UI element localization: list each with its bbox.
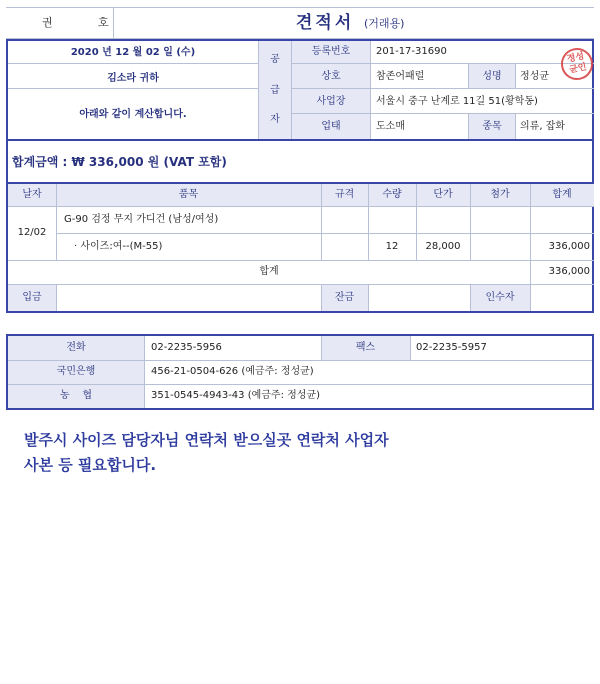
bank1-account: 456-21-0504-626 (예금주: 정성균) bbox=[151, 366, 314, 377]
number-label: 호 bbox=[98, 16, 109, 29]
document-title: 견적서 bbox=[296, 13, 355, 33]
item-label: 종목 bbox=[482, 121, 502, 132]
business-type: 도소매 bbox=[376, 121, 405, 132]
seal-text: 정성균인 bbox=[566, 51, 588, 76]
col-date: 날자 bbox=[22, 189, 42, 200]
company-name: 참존어패럴 bbox=[376, 71, 425, 82]
contact-box bbox=[6, 334, 594, 410]
fax-label: 팩스 bbox=[355, 342, 376, 353]
item-unit-price: 28,000 bbox=[425, 241, 461, 252]
business-type-label: 업태 bbox=[321, 121, 341, 132]
reg-no-label: 등록번호 bbox=[311, 46, 351, 57]
address-label: 사업장 bbox=[316, 96, 346, 107]
representative-name: 정성균 bbox=[520, 71, 549, 82]
item-amount: 336,000 bbox=[548, 241, 590, 252]
company-label: 상호 bbox=[321, 71, 341, 82]
col-product: 품목 bbox=[178, 189, 199, 200]
notice-line-2: 사본 등 필요합니다. bbox=[24, 456, 157, 474]
name-label: 성명 bbox=[482, 71, 502, 82]
receiver-label: 인수자 bbox=[485, 292, 515, 303]
quote-date: 2020 년 12 월 02 일 (수) bbox=[70, 47, 196, 58]
bank2-label: 농 협 bbox=[59, 390, 93, 401]
col-extra: 첨가 bbox=[490, 189, 510, 200]
business-item: 의류, 잡화 bbox=[520, 121, 565, 132]
fax-number: 02-2235-5957 bbox=[416, 342, 487, 353]
business-address: 서울시 중구 난계로 11길 51(황학동) bbox=[376, 96, 538, 107]
statement: 아래와 같이 계산합니다. bbox=[79, 109, 187, 120]
recipient: 김소라 귀하 bbox=[107, 73, 159, 84]
phone-label: 전화 bbox=[66, 342, 86, 353]
phone-number: 02-2235-5956 bbox=[151, 342, 222, 353]
item-date: 12/02 bbox=[17, 227, 47, 238]
left-info bbox=[8, 41, 258, 139]
title-row bbox=[6, 7, 594, 39]
bank2-account: 351-0545-4943-43 (예금주: 정성균) bbox=[151, 390, 321, 401]
document-subtitle: (거래용) bbox=[364, 17, 405, 30]
total-amount: 합계금액 : ₩ 336,000 원 (VAT 포함) bbox=[12, 155, 227, 169]
item-product: G-90 검정 무지 가디건 (남성/여성) bbox=[64, 214, 219, 225]
estimate-form bbox=[6, 39, 594, 313]
col-qty: 수량 bbox=[382, 189, 402, 200]
item-option: · 사이즈:여--(M-55) bbox=[74, 241, 163, 252]
sum-value: 336,000 bbox=[548, 266, 590, 277]
supplier-side-label: 공 급 자 bbox=[259, 41, 291, 139]
col-unit-price: 단가 bbox=[433, 189, 453, 200]
deposit-label: 입금 bbox=[22, 292, 42, 303]
notice-line-1: 발주시 사이즈 담당자님 연락처 받으실곳 연락처 사업자 bbox=[24, 431, 389, 449]
bank1-label: 국민은행 bbox=[56, 366, 96, 377]
seal-stamp bbox=[558, 45, 596, 83]
balance-label: 잔금 bbox=[334, 292, 355, 303]
col-spec: 규격 bbox=[334, 189, 355, 200]
sum-label: 합계 bbox=[259, 266, 279, 277]
reg-no: 201-17-31690 bbox=[376, 46, 447, 57]
book-label: 권 bbox=[42, 16, 53, 29]
item-qty: 12 bbox=[385, 241, 399, 252]
col-total: 합계 bbox=[552, 189, 572, 200]
